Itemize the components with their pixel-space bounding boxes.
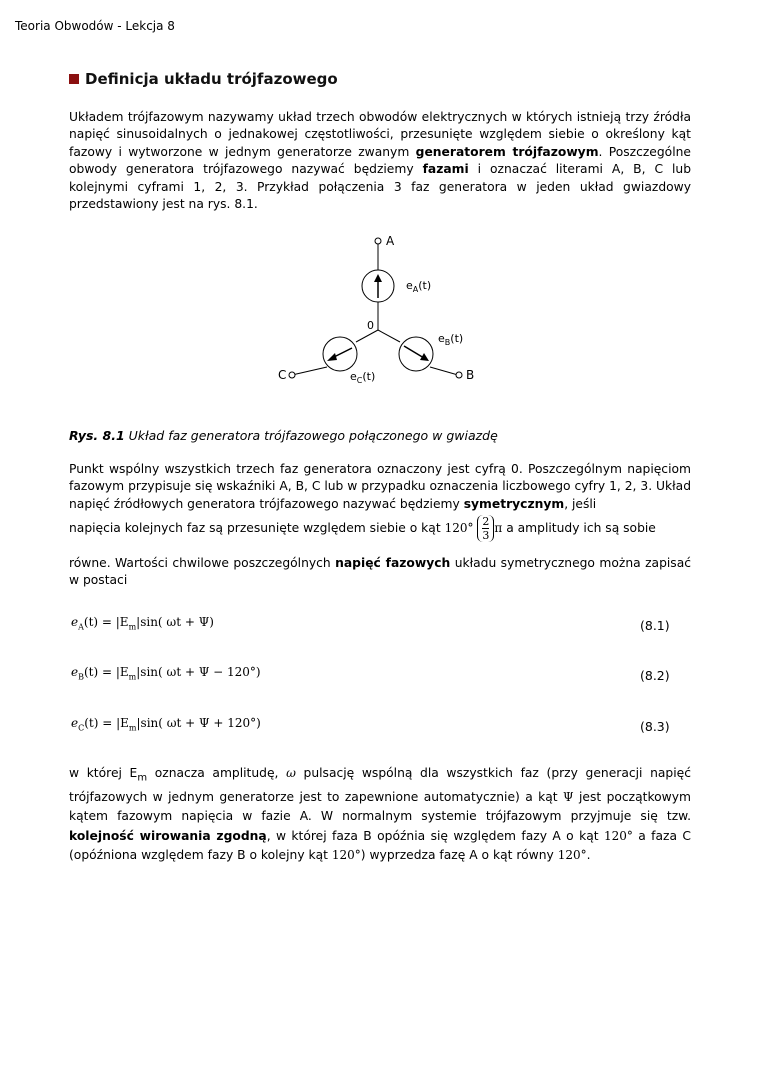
- equation-number: (8.1): [640, 618, 670, 633]
- explanation-paragraph: [69, 764, 691, 866]
- omega-symbol: ω: [286, 766, 296, 780]
- p2-text: Punkt wspólny wszystkich trzech faz generatora oznaczony jest cyfrą 0. Poszczególnym napięciom fazowym przypisuje się wskaźniki A, B, C lub w przypadku oznaczenia liczbowego cyfry 1, 2, 3. Układ napięć źródłowych generatora trójfazowego nazywać będziemy: [69, 462, 691, 511]
- p4-text: a faza C (opóźniona względem fazy B o kolejny kąt: [69, 828, 692, 863]
- p1-bold-generator: generatorem trójfazowym: [415, 144, 599, 159]
- figure-caption: [69, 428, 691, 443]
- emf-b-label: $e_B(t)$: [438, 332, 464, 347]
- p4-text: .: [586, 848, 591, 863]
- emf-a-label: $e_A(t)$: [406, 279, 432, 294]
- p4-text: w której E: [69, 766, 138, 780]
- angle-120: 120°: [444, 521, 474, 535]
- equation-8-1: $e_A(t) = |E_m|\sin$( ωt + Ψ): [71, 615, 214, 632]
- p4-sub-m: m: [137, 772, 148, 784]
- angle-120: 120°: [603, 828, 633, 843]
- p3-text: układu symetrycznego można zapisać w postaci: [69, 556, 691, 588]
- star-generator-diagram: [270, 230, 490, 390]
- section-title: Definicja układu trójfazowego: [85, 70, 338, 88]
- p4-text: jest początkowym kątem fazowym napięcia w fazie A. W normalnym systemie trójfazowym przyjmuje się tzw.: [69, 789, 691, 824]
- terminal-c: [289, 372, 295, 378]
- p2-bold-symetrycznym: symetrycznym: [463, 496, 565, 511]
- equation-8-3: $e_C(t) = |E_m|\sin$( ωt + Ψ + 120°): [71, 716, 261, 733]
- p1-text: . Poszczególne obwody generatora trójfazowego nazywać będziemy: [69, 144, 691, 177]
- psi-symbol: Ψ: [563, 789, 574, 804]
- frac-num: 2: [482, 515, 490, 528]
- frac-den: 3: [482, 529, 490, 542]
- label-b: B: [466, 368, 475, 382]
- angle-120: 120°: [557, 848, 587, 863]
- p1-bold-fazami: fazami: [422, 162, 469, 177]
- terminal-a: [375, 238, 381, 244]
- equation-8-2: $e_B(t) = |E_m|\sin$( ωt + Ψ − 120°): [71, 665, 261, 682]
- p1-text: Układem trójfazowym nazywamy układ trzech obwodów elektrycznych w których istnieją trzy źródła napięć sinusoidalnych o jednakowej częstotliwości, przesunięte względem siebie o określony kąt fazowy i wytworzone w jednym generatorze zwanym: [69, 110, 691, 159]
- p2-text: a amplitudy ich są sobie: [502, 521, 656, 535]
- caption-label: Rys. 8.1: [69, 428, 125, 443]
- p4-text: , w której faza B opóźnia się względem fazy A o kąt: [266, 828, 604, 843]
- p4-text: oznacza amplitudę,: [147, 766, 287, 780]
- symmetry-paragraph-angle-line: [69, 515, 691, 542]
- two-thirds-fraction: [477, 515, 494, 542]
- bullet-square-icon: [69, 74, 79, 84]
- emf-c-label: $e_C(t)$: [350, 370, 376, 385]
- p2-text: napięcia kolejnych faz są przesunięte względem siebie o kąt: [69, 521, 445, 535]
- phase-voltage-paragraph: [69, 555, 691, 590]
- p4-bold-kolejnosc: kolejność wirowania zgodną: [69, 828, 267, 843]
- p1-text: i oznaczać literami A, B, C lub kolejnymi cyframi 1, 2, 3. Przykład połączenia 3 faz generatora w jeden układ gwiazdowy przedstawiony jest na rys. 8.1.: [69, 162, 691, 212]
- p4-text: ) wyprzedza fazę A o kąt równy: [360, 848, 558, 863]
- section-heading: [69, 70, 691, 88]
- p4-text: pulsację wspólną dla wszystkich faz (przy generacji napięć trójfazowych w jednym generatorze jest to zapewnione automatycznie) a kąt: [69, 766, 691, 804]
- symmetry-paragraph: [69, 461, 691, 513]
- intro-paragraph: [69, 109, 691, 213]
- equation-number: (8.3): [640, 719, 670, 734]
- p3-bold-napiec: napięć fazowych: [335, 556, 451, 570]
- p3-text: równe. Wartości chwilowe poszczególnych: [69, 556, 336, 570]
- pi-symbol: π: [494, 521, 503, 535]
- terminal-b: [456, 372, 462, 378]
- label-a: A: [386, 234, 395, 248]
- equation-number: (8.2): [640, 668, 670, 683]
- page-header: Teoria Obwodów - Lekcja 8: [15, 19, 175, 33]
- caption-text: Układ faz generatora trójfazowego połączonego w gwiazdę: [124, 428, 498, 443]
- label-c: C: [278, 368, 287, 382]
- label-node-0: 0: [367, 319, 374, 332]
- angle-120: 120°: [331, 848, 361, 863]
- p2-text: , jeśli: [564, 496, 597, 511]
